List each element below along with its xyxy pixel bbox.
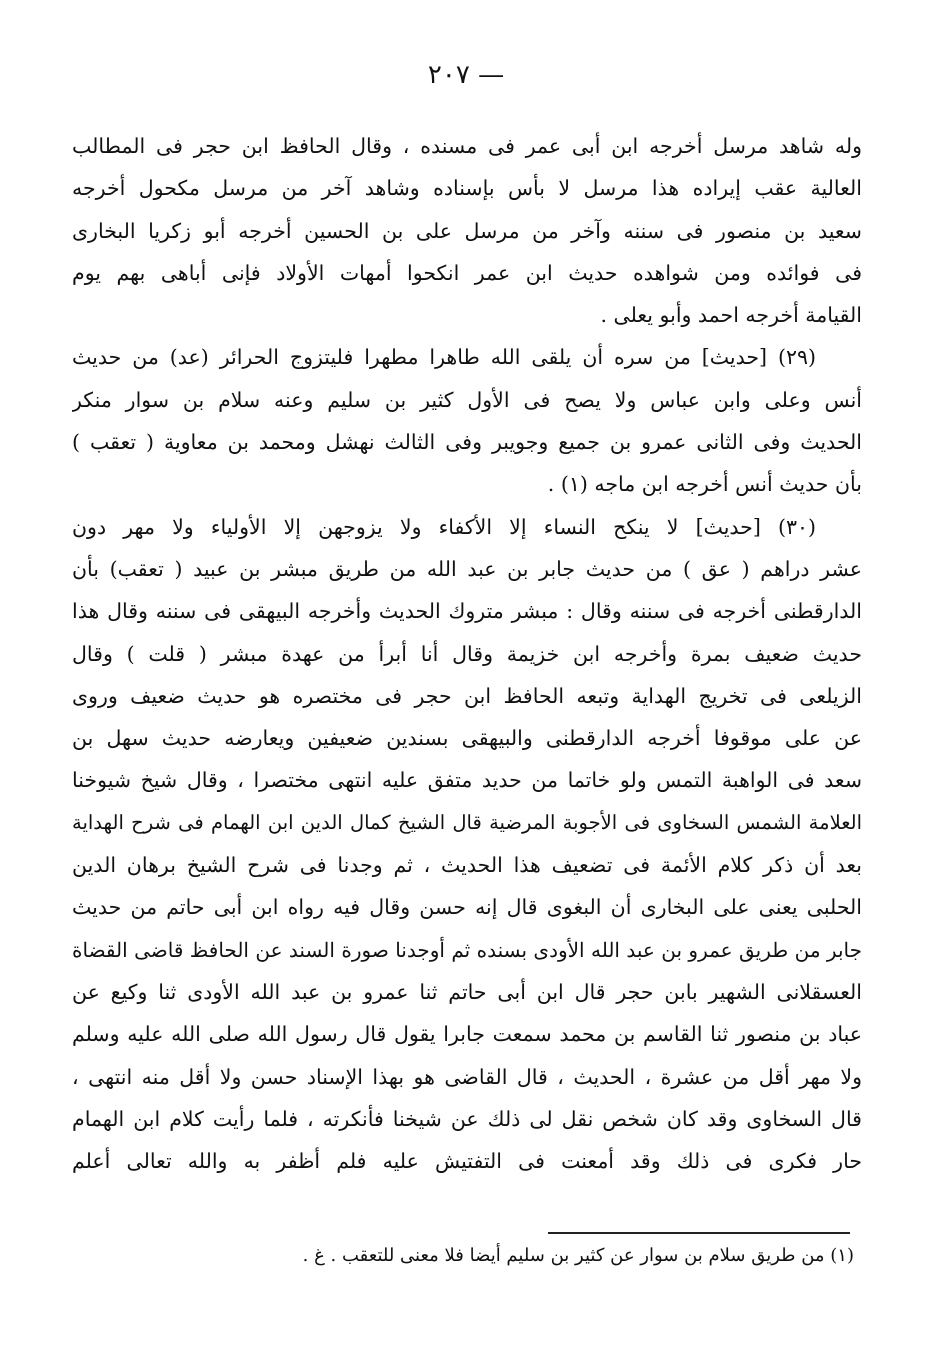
text-line: الزيلعى فى تخريج الهداية وتبعه الحافظ ابن حجر فى مختصره هو حديث ضعيف وروى [72, 683, 862, 708]
text-line: وله شاهد مرسل أخرجه ابن أبى عمر فى مسنده ، وقال الحافظ ابن حجر فى المطالب [72, 134, 862, 158]
text-line: حار فكرى فى ذلك وقد أمعنت فى التفتيش عليه فلم أظفر به والله تعالى أعلم [72, 1149, 862, 1174]
text-line: العلامة الشمس السخاوى فى الأجوبة المرضية قال الشيخ كمال الدين ابن الهمام فى شرح الهداية [72, 810, 862, 834]
text-line: القيامة أخرجه احمد وأبو يعلى . [600, 303, 862, 328]
text-line: بعد أن ذكر كلام الأئمة فى تضعيف هذا الحديث ، ثم وجدنا فى شرح الشيخ برهان الدين [72, 853, 862, 878]
text-line: جابر من طريق عمرو بن عبد الله الأودى بسنده ثم أوجدنا صورة السند عن الحافظ قاضى القضاة [72, 937, 862, 962]
page-number: — ٢٠٧ [427, 60, 505, 90]
hadith-29-heading-line: (٢٩) [حديث] من سره أن يلقى الله طاهرا مطهرا فليتزوج الحرائر (عد) من حديث [72, 345, 816, 370]
footnote: (١) من طريق سلام بن سوار عن كثير بن سليم أيضا فلا معنى للتعقب . غ . [302, 1245, 854, 1266]
hadith-30-heading-line: (٣٠) [حديث] لا ينكح النساء إلا الأكفاء ولا يزوجهن إلا الأولياء ولا مهر دون [72, 514, 816, 539]
text-line: عن على موقوفا أخرجه الدارقطنى والبيهقى بسندين ضعيفين ويعارضه حديث سهل بن [72, 726, 862, 751]
text-line: قال السخاوى وقد كان شخص نقل لى ذلك عن شيخنا فأنكرته ، فلما رأيت كلام ابن الهمام [72, 1106, 862, 1131]
text-line: العالية عقب إيراده هذا مرسل لا بأس بإسناده وشاهد آخر من مرسل مكحول أخرجه [72, 176, 862, 201]
text-line: عباد بن منصور ثنا القاسم بن محمد سمعت جابرا يقول قال رسول الله صلى الله عليه وسلم [72, 1022, 862, 1047]
text-line: الحديث وفى الثانى عمرو بن جميع وجويبر وفى الثالث نهشل ومحمد بن معاوية ( تعقب ) [72, 430, 862, 455]
text-line: فى فوائده ومن شواهده حديث ابن عمر انكحوا أمهات الأولاد فإنى أباهى بهم يوم [72, 260, 862, 285]
text-line: عشر دراهم ( عق ) من حديث جابر بن عبد الله من طريق مبشر بن عبيد ( تعقب) بأن [72, 556, 862, 581]
text-line: بأن حديث أنس أخرجه ابن ماجه (١) . [547, 472, 862, 497]
text-line: ولا مهر أقل من عشرة ، الحديث ، قال القاضى هو بهذا الإسناد حسن ولا أقل منه انتهى ، [72, 1064, 862, 1089]
footnote-divider [548, 1232, 850, 1234]
text-line: أنس وعلى وابن عباس ولا يصح فى الأول كثير بن سليم وعنه سلام بن سوار منكر [72, 387, 862, 412]
text-line: الحلبى يعنى على البخارى أن البغوى قال إنه حسن وقال فيه رواه ابن أبى حاتم من حديث [72, 895, 862, 920]
text-line: العسقلانى الشهير بابن حجر قال ابن أبى حاتم ثنا عمرو بن عبد الله الأودى ثنا وكيع عن [72, 979, 862, 1004]
text-line: سعد فى الواهبة التمس ولو خاتما من حديد متفق عليه انتهى مختصرا ، وقال شيخ شيوخنا [72, 768, 862, 793]
text-line: حديث ضعيف بمرة وأخرجه ابن خزيمة وقال أنا أبرأ من عهدة مبشر ( قلت ) وقال [72, 641, 862, 666]
text-line: الدارقطنى أخرجه فى سننه وقال : مبشر متروك الحديث وأخرجه البيهقى فى سننه وقال هذا [72, 599, 862, 624]
body-text [72, 125, 862, 1182]
text-line: سعيد بن منصور فى سننه وآخر من مرسل على بن الحسين أخرجه أبو زكريا البخارى [72, 218, 862, 243]
